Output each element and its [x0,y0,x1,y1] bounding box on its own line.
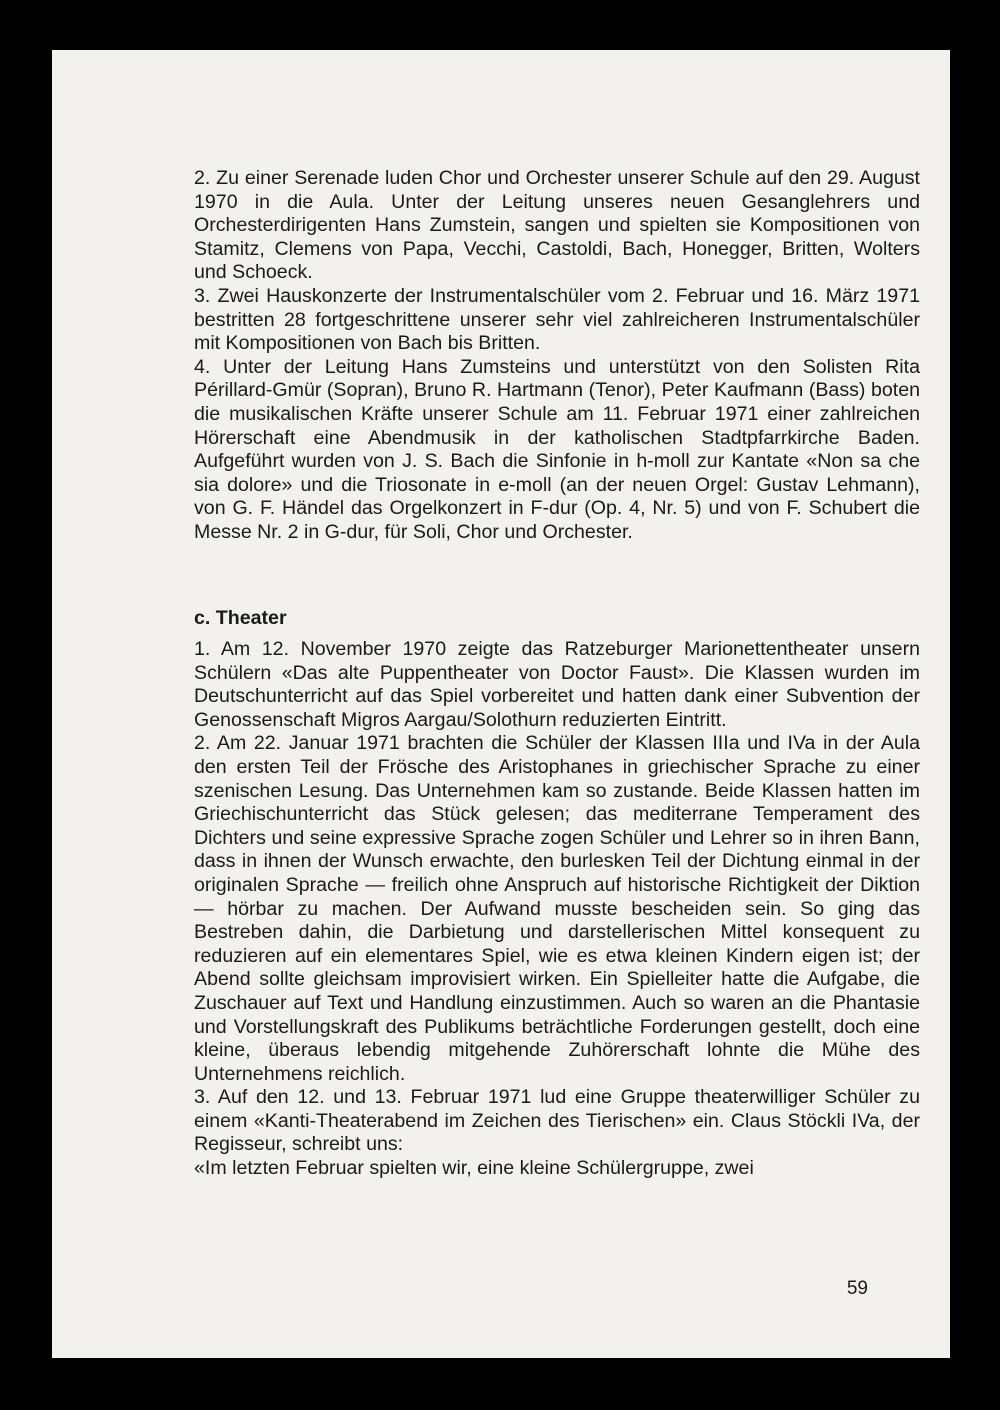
music-section [194,167,920,545]
theater-section [194,638,920,1181]
theater-heading: c. Theater [194,607,287,629]
theater-item-2: 2. Am 22. Januar 1971 brachten die Schüler der Klassen IIIa und IVa in der Aula den ersten Teil der Frösche des Aristophanes in griechischer Sprache zu einer szenischen Lesung. Das Unternehmen kam so zustande. Beide Klassen hatten im Griechischunterricht das Stück gelesen; das mediterrane Temperament des Dichters und seine expressive Sprache zogen Schüler und Lehrer so in ihren Bann, dass in ihnen der Wunsch erwachte, den burlesken Teil der Dichtung einmal in der originalen Sprache — freilich ohne Anspruch auf historische Richtigkeit der Diktion — hörbar zu machen. Der Aufwand musste bescheiden sein. So ging das Bestreben dahin, die Darbietung und darstellerischen Mittel konsequent zu reduzieren auf ein elementares Spiel, wie es etwa kleinen Kindern eigen ist; der Abend sollte gleichsam improvisiert wirken. Ein Spielleiter hatte die Aufgabe, die Zuschauer auf Text und Handlung einzustimmen. Auch so waren an die Phantasie und Vorstellungskraft des Publikums beträchtliche Forderungen gestellt, doch eine kleine, überaus lebendig mitgehende Zuhörerschaft lohnte die Mühe des Unternehmens reichlich. [194,732,920,1085]
page-number: 59 [846,1278,868,1299]
document-page [52,50,950,1358]
theater-item-quote: «Im letzten Februar spielten wir, eine kleine Schülergruppe, zwei [194,1157,754,1180]
music-item-4: 4. Unter der Leitung Hans Zumsteins und unterstützt von den Solisten Rita Périllard-Gmür (Sopran), Bruno R. Hartmann (Tenor), Peter Kaufmann (Bass) boten die musikalischen Kräfte unserer Schule am 11. Februar 1971 einer zahlreichen Hörerschaft eine Abendmusik in der katholischen Stadtpfarrkirche Baden. Aufgeführt wurden von J. S. Bach die Sinfonie in h-moll zur Kantate «Non sa che sia dolore» und die Triosonate in e-moll (an der neuen Orgel: Gustav Lehmann), von G. F. Händel das Orgelkonzert in F-dur (Op. 4, Nr. 5) und von F. Schubert die Messe Nr. 2 in G-dur, für Soli, Chor und Orchester. [194,355,920,543]
music-item-3: 3. Zwei Hauskonzerte der Instrumentalschüler vom 2. Februar und 16. März 1971 bestritten 28 fortgeschrittene unserer sehr viel zahlreicheren Instrumentalschüler mit Kompositionen von Bach bis Britten. [194,284,920,355]
theater-item-3: 3. Auf den 12. und 13. Februar 1971 lud eine Gruppe theaterwilliger Schüler zu einem «Kanti-Theaterabend im Zeichen des Tierischen» ein. Claus Stöckli IVa, der Regisseur, schreibt uns: [194,1086,920,1156]
theater-item-1: 1. Am 12. November 1970 zeigte das Ratzeburger Marionettentheater unsern Schülern «Das alte Puppentheater von Doctor Faust». Die Klassen wurden im Deutschunterricht auf das Spiel vorbereitet und hatten dank einer Subvention der Genossenschaft Migros Aargau/Solothurn reduzierten Eintritt. [194,638,920,731]
music-item-2: 2. Zu einer Serenade luden Chor und Orchester unserer Schule auf den 29. August 1970 in die Aula. Unter der Leitung unseres neuen Gesanglehrers und Orchesterdirigenten Hans Zumstein, sangen und spielten sie Kompositionen von Stamitz, Clemens von Papa, Vecchi, Castoldi, Bach, Honegger, Britten, Wolters und Schoeck. [194,167,920,284]
